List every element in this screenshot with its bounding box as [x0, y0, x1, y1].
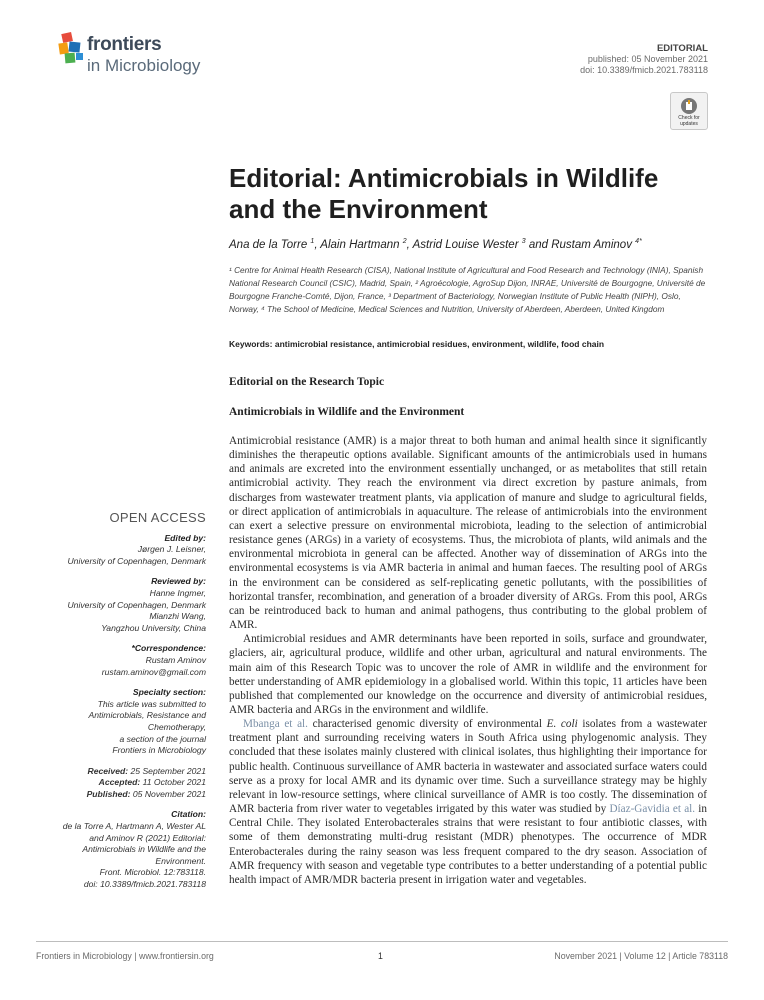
edited-by-heading: Edited by:: [164, 532, 206, 543]
specialty-line: Antimicrobials, Resistance and: [88, 710, 206, 721]
specialty-line: Frontiers in Microbiology: [112, 745, 206, 756]
open-access-label: OPEN ACCESS: [109, 510, 206, 525]
citation: [26, 809, 206, 890]
journal-name: frontiers: [87, 34, 162, 55]
article-sidebar: [26, 512, 206, 900]
correspondent-email[interactable]: rustam.aminov@gmail.com: [101, 666, 206, 677]
correspondence: [26, 643, 206, 678]
affiliations: ¹ Centre for Animal Health Research (CISA), National Institute of Agricultural and Food Research and Technology (INIA), Spanish National Research Council (CSIC), Madrid, Spain, ² Agroécologie, AgroSup Dijon, INRAE, Université de Bourgogne, Université de Bourgogne Franche-Comté, Dijon, France, ³ Department of Bacteriology, Norwegian Institute of Public Health (NIPH), Oslo, Norway, ⁴ The School of Medicine, Medical Sciences and Nutrition, University of Aberdeen, Aberdeen, United Kingdom: [229, 265, 706, 314]
accepted-date: 11 October 2021: [142, 777, 206, 788]
article-dates: [26, 766, 206, 801]
published-date: published: 05 November 2021: [587, 54, 708, 64]
citation-line: and Aminov R (2021) Editorial:: [89, 832, 206, 843]
body-text-span: isolates from a wastewater treatment plant and surrounding receiving waters in South Africa using phylogenomic analysis. They concluded that these isolates mainly clustered with clinical isolates, thus highlighting their importance for public health. Continuous surveillance of AMR bacteria in wastewater and associated surface waters could serve as a proxy for local AMR and its dynamic over time. Such a surveillance strategy may be highly relevant in low-resource settings, where clinical surveillance of AMR is too costly. The dissemination of AMR bacteria from river water to vegetables irrigated by this water was studied by: [229, 718, 707, 816]
journal-subtitle: in Microbiology: [87, 56, 201, 75]
citation-link[interactable]: Mbanga et al.: [243, 718, 308, 731]
body-paragraph: Antimicrobial resistance (AMR) is a major threat to both human and animal health since it significantly diminishes the therapeutic options available. Significant amounts of the antimicrobials used in humans and animals are excreted into the environment essentially unchanged, or as metabolites that still retain antimicrobial activity. They reach the environment via direct excretion by pasture animals, from discharges from wastewater treatment plants, via application of manure and sludge to agricultural fields, or direct application of antimicrobials in aquaculture. The release of antimicrobials into the environment can exert a selective pressure on environmental microbiota, leading to the selection of antimicrobial resistance genes (ARGs) in a variety of ecosystems. Thus, the microbiota of plants, wild animals and the environmental microbiota in general can be affected. Another way of dissemination of ARGs into the environmental ecosystems is via AMR bacteria in animal and human faeces. The resulting pool of ARGs in the environment can be considered as self-replicating genetic pollutants, with the possibilities of horizontal transfer, recombination, and generation of a broader diversity of ARGs. From this pool, ARGs can be reintroduced back to human and animal pathogens, thus contributing to the global problem of AMR.: [229, 435, 707, 632]
reviewer-line: Hanne Ingmer,: [149, 587, 206, 598]
citation-line: de la Torre A, Hartmann A, Wester AL: [62, 821, 206, 832]
keywords: [229, 339, 709, 349]
author-affiliation-mark: 1: [310, 238, 315, 245]
citation-line: Antimicrobials in Wildlife and the: [82, 844, 206, 855]
article-type: EDITORIAL: [656, 43, 708, 54]
check-updates-icon: [679, 96, 699, 116]
editor-line: Jørgen J. Leisner,: [137, 544, 206, 555]
citation-heading: Citation:: [171, 809, 206, 820]
check-updates-label: Check for updates: [678, 115, 700, 127]
accepted-label: Accepted:: [98, 777, 141, 788]
body-paragraph: Antimicrobial residues and AMR determinants have been reported in soils, surface and groundwater, glaciers, air, agricultural produce, wildlife and other urban, agricultural and natural environments. The main aim of this Research Topic was to uncover the role of AMR in wildlife and the environment for better understanding of AMR epidemiology in a globalised world. Within this topic, 11 articles have been published that complemented our knowledge on the occurrence and diversity of antimicrobial residues, AMR bacteria and ARGs in the environment and wildlife.: [229, 633, 707, 716]
specialty-heading: Specialty section:: [132, 687, 206, 698]
reviewer-line: Yangzhou University, China: [101, 622, 206, 633]
reviewed-by: [26, 576, 206, 634]
received-label: Received:: [87, 765, 129, 776]
editor-line: University of Copenhagen, Denmark: [67, 555, 206, 566]
research-topic-label: Editorial on the Research Topic: [229, 376, 385, 388]
article-body: [229, 434, 707, 887]
keywords-text: antimicrobial resistance, antimicrobial residues, environment, wildlife, food chain: [274, 339, 605, 349]
author-affiliation-mark: 2: [402, 238, 407, 245]
reviewed-by-heading: Reviewed by:: [151, 576, 206, 587]
citation-line: doi: 10.3389/fmicb.2021.783118: [83, 879, 206, 890]
specialty-section: [26, 687, 206, 757]
citation-line: Front. Microbiol. 12:783118.: [99, 867, 206, 878]
correspondent-name: Rustam Aminov: [145, 654, 206, 665]
footer-issue: November 2021 | Volume 12 | Article 783118: [554, 951, 728, 961]
specialty-line: a section of the journal: [119, 733, 206, 744]
article-doi[interactable]: doi: 10.3389/fmicb.2021.783118: [580, 65, 708, 75]
frontiers-logo-icon: [56, 31, 88, 71]
author-affiliation-mark: 4*: [635, 238, 642, 245]
reviewer-line: University of Copenhagen, Denmark: [67, 599, 206, 610]
article-title: Editorial: Antimicrobials in Wildlife and the Environment: [229, 163, 659, 224]
author-name[interactable]: Rustam Aminov: [551, 238, 632, 251]
reviewer-line: Mianzhi Wang,: [149, 611, 206, 622]
correspondence-heading: *Correspondence:: [131, 643, 206, 654]
published-label: Published:: [86, 788, 131, 799]
footer-journal[interactable]: Frontiers in Microbiology | www.frontiersin.org: [36, 951, 214, 961]
keywords-label: Keywords:: [229, 339, 273, 349]
received-date: 25 September 2021: [130, 765, 206, 776]
research-topic-title[interactable]: Antimicrobials in Wildlife and the Environment: [229, 406, 465, 418]
species-name: E. coli: [546, 718, 578, 731]
check-for-updates-button[interactable]: [670, 92, 708, 130]
author-affiliation-mark: 3: [521, 238, 526, 245]
author-list: Ana de la Torre $^1$, Alain Hartmann $^2$, Astrid Louise Wester $^3$ and Rustam Aminov $^{4*}$: [229, 238, 642, 251]
footer-divider: [36, 941, 728, 942]
author-name[interactable]: Ana de la Torre: [229, 238, 308, 251]
body-text-span: in Central Chile. They isolated Enterobacterales strains that were resistant to four antibiotic classes, with some of them demonstrating multi-drug resistant (MDR) phenotypes. The occurrence of MDR Enterobacterales during the rainy season was less frequent compared to the dry season. Association of AMR frequency with season and vegetable type contributes to a better understanding of a potential public health impact of AMR/MDR bacteria present in irrigation water and vegetables.: [229, 803, 707, 886]
edited-by: [26, 533, 206, 568]
specialty-line: Chemotherapy,: [147, 721, 206, 732]
author-name[interactable]: Astrid Louise Wester: [412, 238, 519, 251]
page-number: 1: [378, 951, 383, 961]
author-name[interactable]: Alain Hartmann: [320, 238, 400, 251]
body-text-span: characterised genomic diversity of environmental: [307, 718, 547, 731]
published-sidebar-date: 05 November 2021: [132, 788, 206, 799]
specialty-line: This article was submitted to: [97, 698, 206, 709]
body-paragraph: [229, 717, 707, 887]
citation-line: Environment.: [155, 855, 206, 866]
citation-link[interactable]: Díaz-Gavidia et al.: [609, 803, 696, 816]
article-meta: [580, 43, 708, 76]
